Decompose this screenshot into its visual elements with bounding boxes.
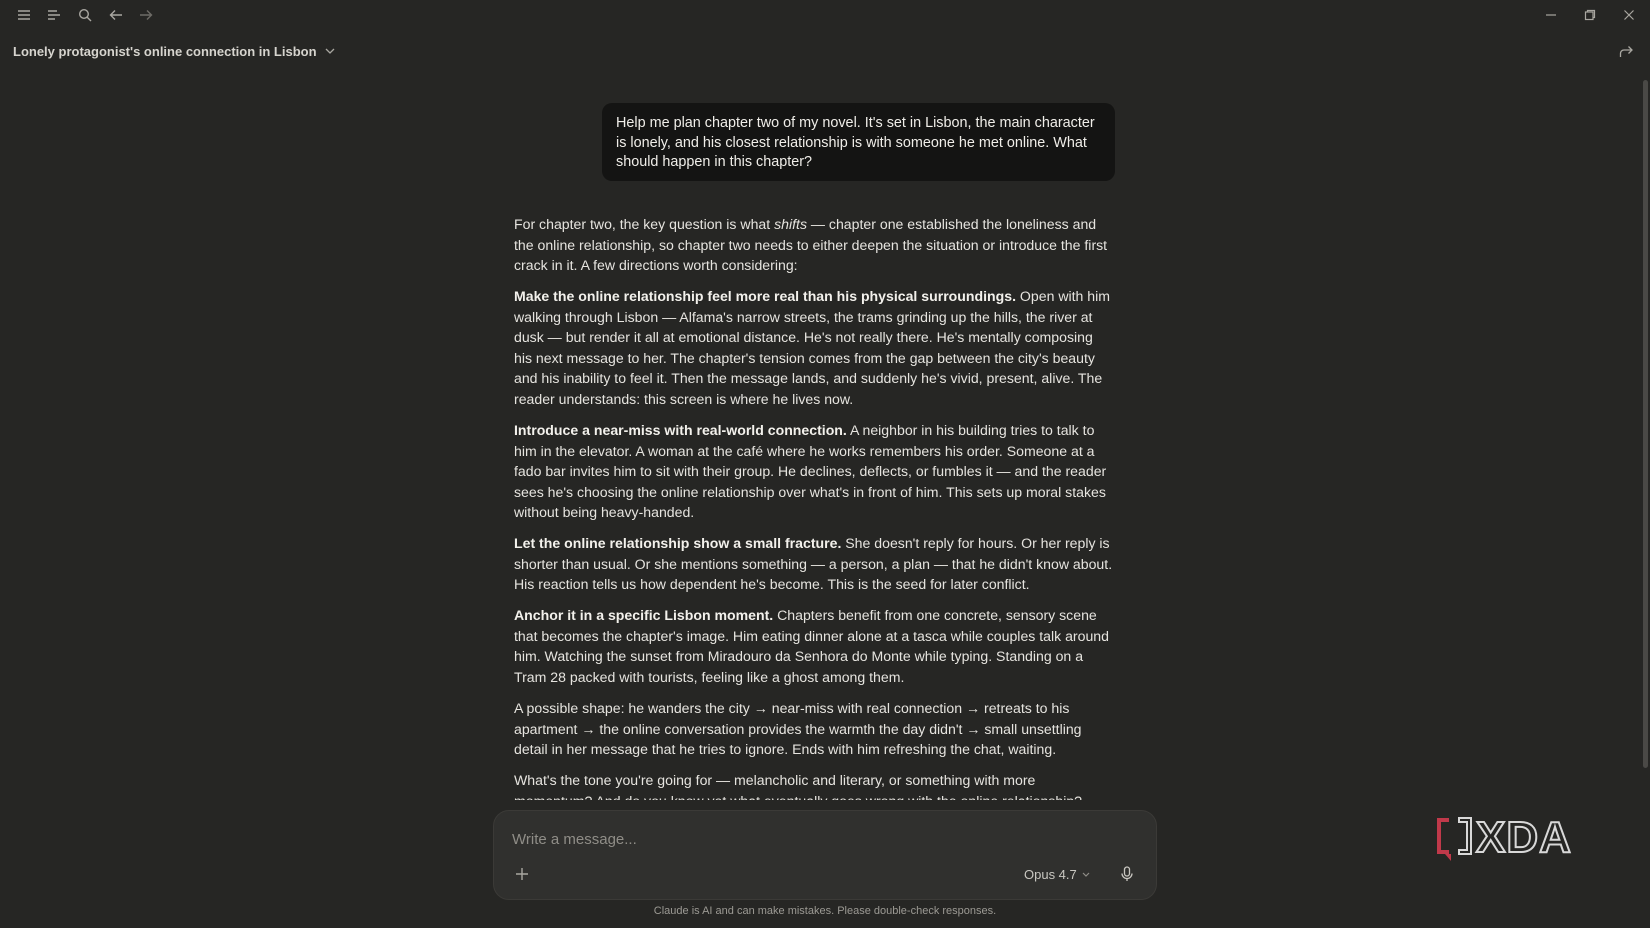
- point-heading: Make the online relationship feel more real than his physical surroundings.: [514, 288, 1017, 305]
- chevron-down-icon: [325, 48, 335, 54]
- disclaimer-text: Claude is AI and can make mistakes. Please double-check responses.: [653, 905, 997, 917]
- point-heading: Anchor it in a specific Lisbon moment.: [514, 607, 774, 624]
- share-icon[interactable]: [1614, 41, 1638, 61]
- xda-logo-icon: [1434, 815, 1474, 861]
- add-attachment-button[interactable]: [510, 862, 534, 886]
- chevron-down-icon: [1082, 872, 1090, 877]
- restore-icon[interactable]: [1578, 3, 1602, 27]
- response-point: [514, 533, 1114, 595]
- message-input[interactable]: [512, 829, 1012, 849]
- point-body: She doesn't reply for hours. Or her reply is shorter than usual. Or she mentions something — a person, a plan — that he didn't know about. His reaction tells us how dependent he's become. This is the seed for later conflict.: [514, 535, 1113, 593]
- close-icon[interactable]: [1617, 3, 1641, 27]
- xda-watermark: [1434, 815, 1572, 861]
- response-text: For chapter two, the key question is what: [514, 216, 775, 232]
- watermark-text: XDA: [1476, 813, 1572, 862]
- sidebar-toggle-icon[interactable]: [42, 3, 66, 27]
- point-heading: Let the online relationship show a small fracture.: [514, 535, 842, 552]
- microphone-icon: [1120, 866, 1134, 882]
- response-paragraph: What's the tone you're going for — melancholic and literary, or something with more: [514, 772, 1036, 789]
- response-point: [514, 420, 1114, 523]
- response-text: — chapter one established the loneliness and the online relationship, so chapter two needs to either deepen the situation or introduce the first crack in it. A few directions worth considering:: [514, 216, 1108, 274]
- top-bar: [0, 0, 1650, 30]
- point-body: Chapters benefit from one concrete, sensory scene that becomes the chapter's image. Him eating dinner alone at a tasca while couples talk around him. Watching the sunset from Miradouro da Senhora do Monte while typing. Standing on a Tram 28 packed with tourists, feeling like a ghost among them.: [514, 607, 1109, 686]
- point-body: A neighbor in his building tries to talk to him in the elevator. A woman at the café where he works remembers his order. Someone at a fado bar invites him to sit with their group. He declines, deflects, or fumbles it — and the reader sees he's choosing the online relationship over what's in front of him. This sets up moral stakes without being heavy-handed.: [514, 421, 1107, 521]
- conversation-title: Lonely protagonist's online connection in Lisbon: [13, 43, 317, 59]
- response-paragraph: [514, 214, 1114, 276]
- back-arrow-icon[interactable]: [104, 3, 128, 27]
- response-point: [514, 605, 1114, 687]
- plus-icon: [515, 867, 529, 881]
- user-message-text: Help me plan chapter two of my novel. It's set in Lisbon, the main character is lonely, and his closest relationship is with someone he met online. What should happen in this chapter?: [616, 115, 1095, 170]
- forward-arrow-icon[interactable]: [134, 3, 158, 27]
- emphasis-text: shifts: [774, 216, 807, 232]
- microphone-button[interactable]: [1115, 862, 1139, 886]
- scrollbar[interactable]: [1643, 80, 1648, 768]
- model-label: Opus 4.7: [1024, 866, 1077, 882]
- minimize-icon[interactable]: [1539, 3, 1563, 27]
- assistant-response: [514, 214, 1114, 842]
- conversation-title-dropdown[interactable]: [13, 41, 335, 61]
- response-paragraph: A possible shape: he wanders the city → near-miss with real connection → retreats to his apartment → the online conversation provides the warmth the day didn't → small unsettling detail in her message that he tries to ignore. Ends with him refreshing the chat, waiting.: [514, 699, 1082, 758]
- point-heading: Introduce a near-miss with real-world connection.: [514, 421, 847, 438]
- message-composer: [493, 810, 1157, 900]
- point-body: Open with him walking through Lisbon — Alfama's narrow streets, the trams grinding up the hills, the river at dusk — but render it all at emotional distance. He's not really there. He's mentally composing his next message to her. The chapter's tension comes from the gap between the city's beauty and his inability to feel it. Then the message lands, and suddenly he's vivid, present, alive. The reader understands: this screen is where he lives now.: [514, 288, 1111, 408]
- model-selector[interactable]: [1024, 863, 1090, 885]
- search-icon[interactable]: [73, 3, 97, 27]
- response-point: [514, 286, 1114, 410]
- menu-icon[interactable]: [12, 3, 36, 27]
- user-message: [602, 103, 1115, 181]
